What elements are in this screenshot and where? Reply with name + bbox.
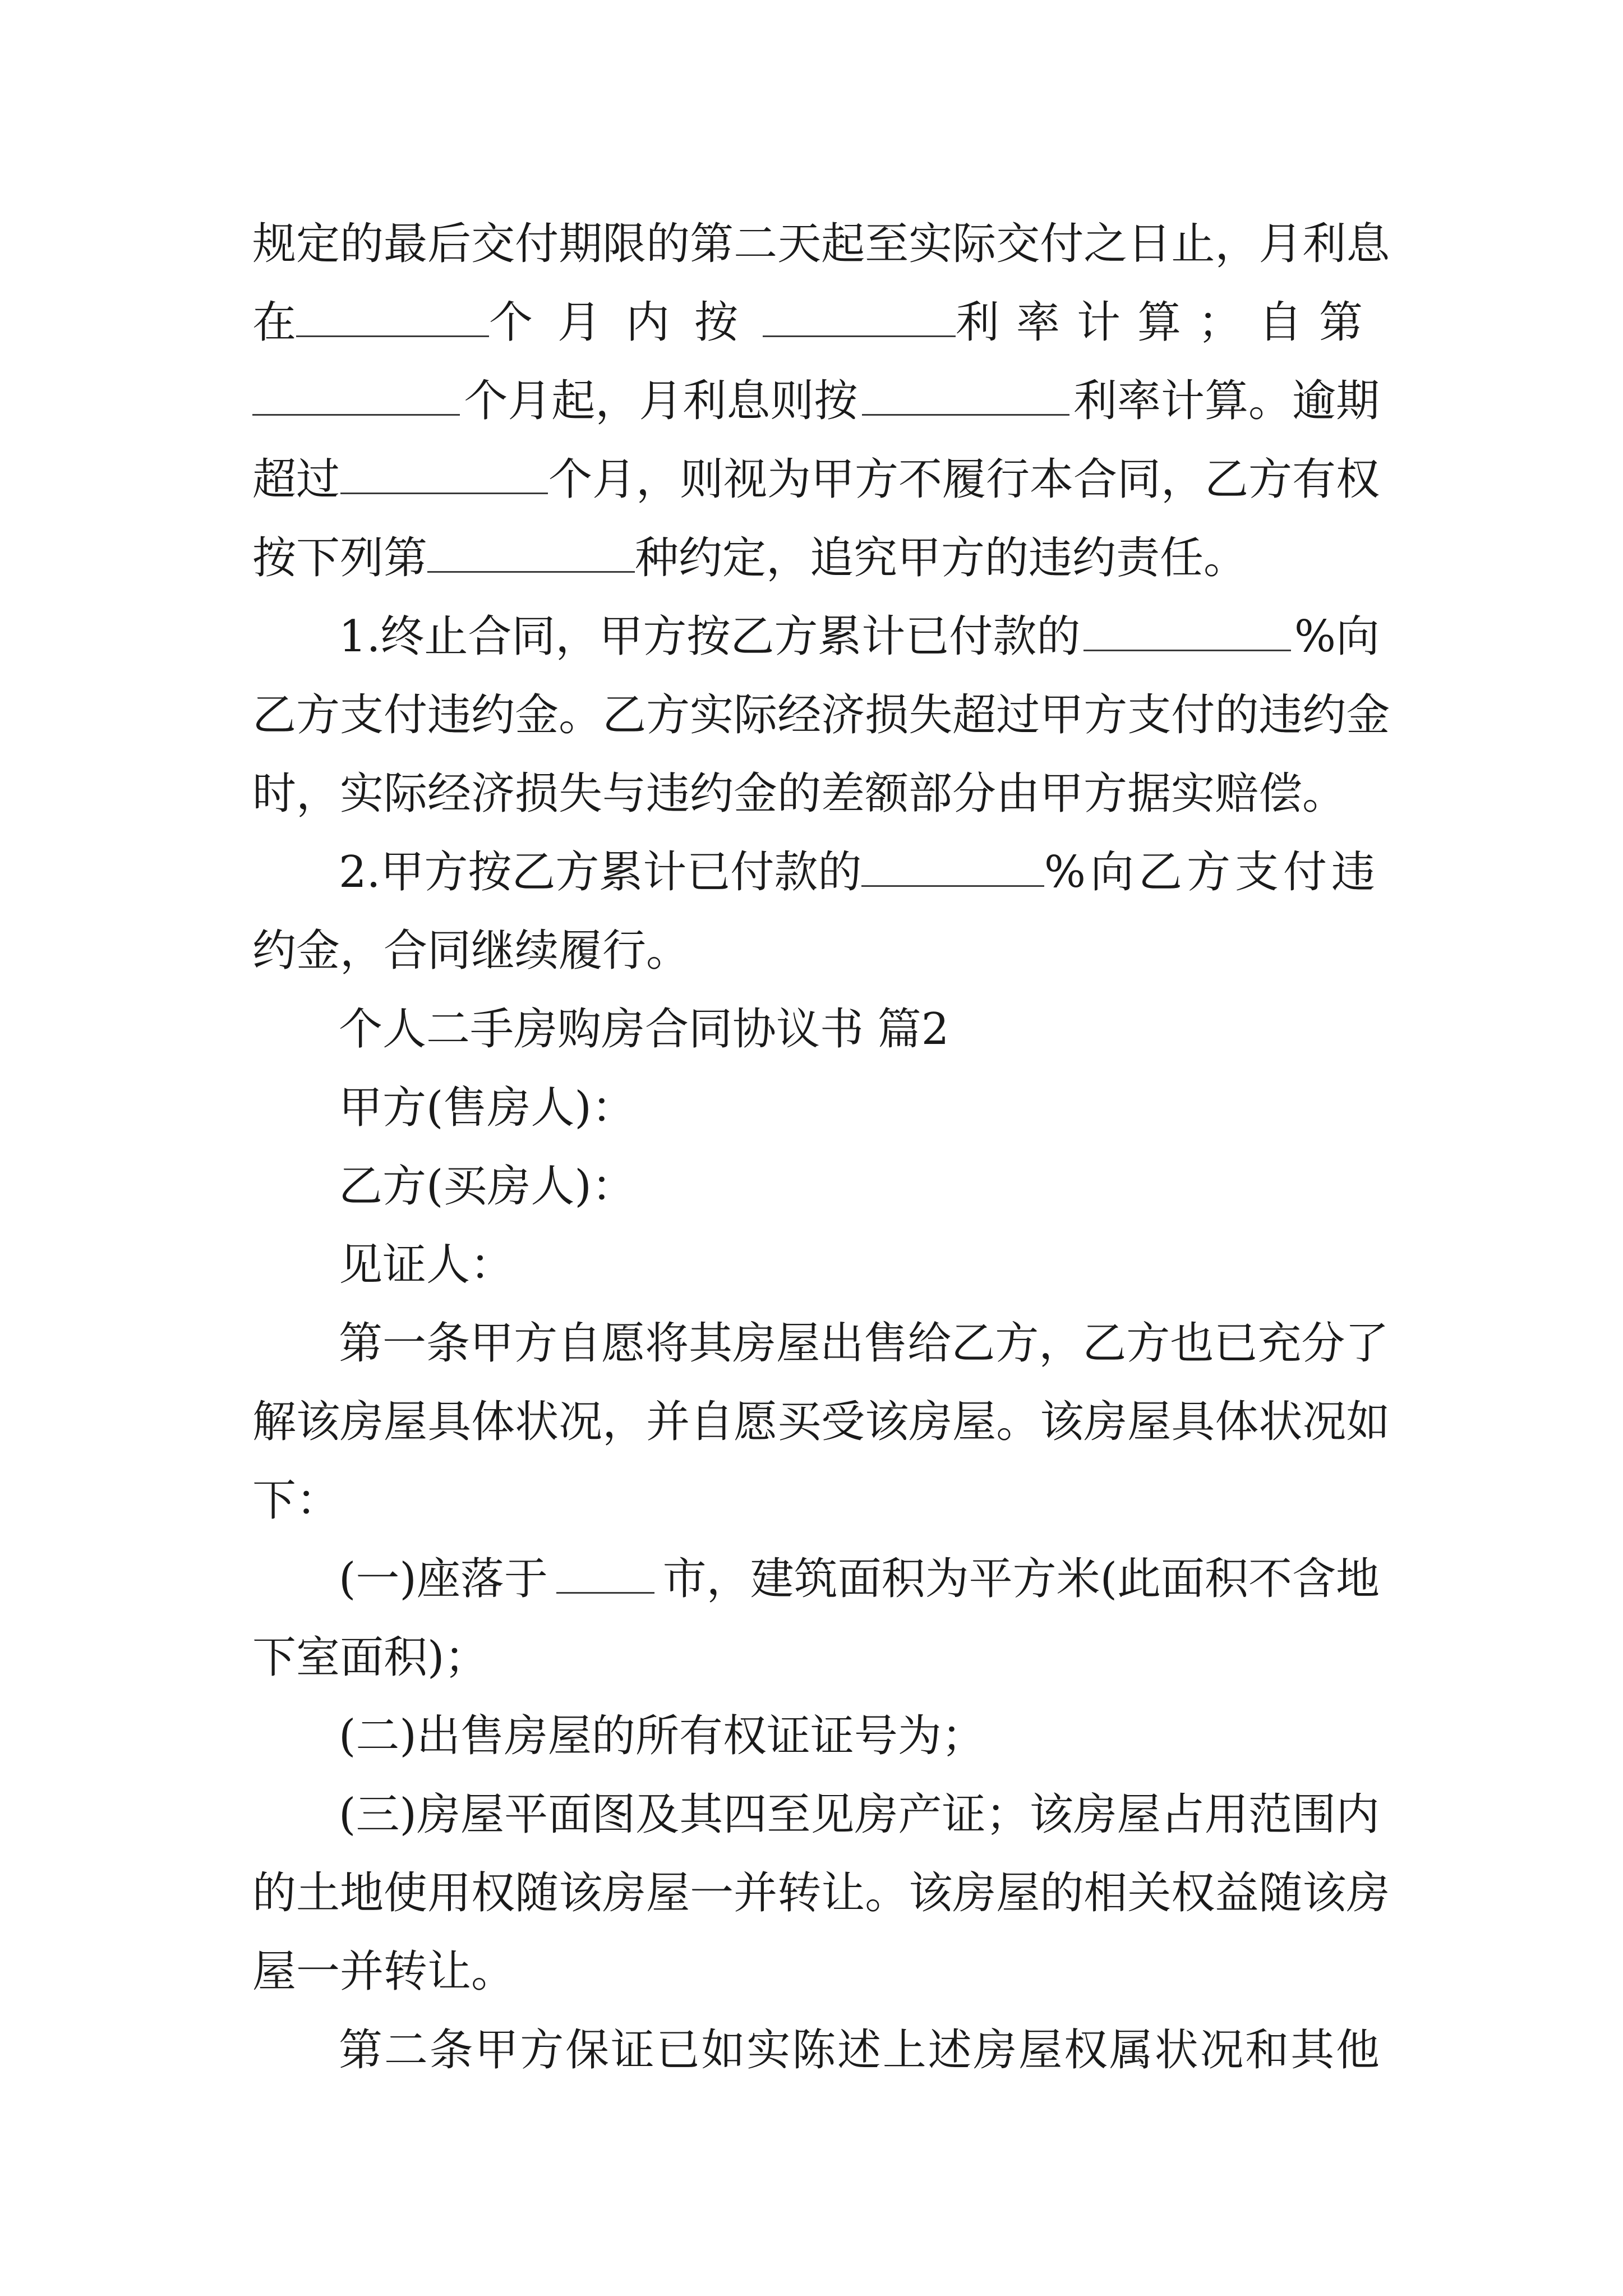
fill-in-blank — [763, 295, 956, 337]
fill-in-blank — [252, 374, 460, 416]
paragraph-line: (一)座落于 市，建筑面积为平方米(此面积不含地 — [339, 1551, 1380, 1607]
fill-in-blank — [1083, 609, 1291, 651]
paragraph-line — [339, 2022, 1380, 2078]
paragraph-line — [339, 1315, 1389, 1372]
paragraph-line: 下室面积)； — [252, 1632, 488, 1683]
paragraph-line: 2.甲方按乙方累计已付款的 %向乙方支付违 — [339, 844, 1380, 900]
section-heading: 个人二手房购房合同协议书 篇2 — [339, 1004, 949, 1055]
paragraph-line: 1.终止合同，甲方按乙方累计已付款的 %向 — [339, 609, 1380, 665]
paragraph-line: 按下列第 种约定，追究甲方的违约责任。 — [252, 530, 1380, 586]
fill-in-blank — [556, 1552, 654, 1594]
justified-text: 解 该 房 屋 具 体 状 况 ， 并 自 愿 买 受 该 房 屋 。 该 房 屋 具 体 状 况 如 — [252, 1397, 1390, 1447]
justified-text: 的 土 地 使 用 权 随 该 房 屋 一 并 转 让 。 该 房 屋 的 相 关 权 益 随 该 房 — [252, 1868, 1390, 1918]
party-seller-label: 甲方(售房人)： — [339, 1083, 635, 1133]
fill-in-blank — [296, 295, 489, 337]
paragraph-line: 约金，合同继续履行。 — [252, 926, 690, 976]
fill-in-blank — [427, 531, 635, 573]
paragraph-line — [252, 1865, 1390, 1921]
fill-in-blank — [340, 452, 548, 494]
paragraph-line: 超过 个月，则视为甲方不履行本合同，乙方有权 — [252, 452, 1380, 508]
paragraph-line: 时，实际经济损失与违约金的差额部分由甲方据实赔偿。 — [252, 769, 1347, 819]
justified-text: 第 一 条 甲 方 自 愿 将 其 房 屋 出 售 给 乙 方 ， 乙 方 也 已 充 分 了 — [339, 1318, 1389, 1369]
justified-text: ( 三 ) 房 屋 平 面 图 及 其 四 至 见 房 产 证 ； 该 房 屋 占 用 范 围 内 — [339, 1789, 1380, 1840]
fill-in-blank — [862, 374, 1069, 416]
justified-text: 乙 方 支 付 违 约 金 。 乙 方 实 际 经 济 损 失 超 过 甲 方 支 付 的 违 约 金 — [252, 690, 1390, 740]
paragraph-line: 屋一并转让。 — [252, 1947, 515, 1997]
fill-in-blank — [861, 845, 1044, 887]
paragraph-line: 下： — [252, 1475, 340, 1526]
justified-text: 规 定 的 最 后 交 付 期 限 的 第 二 天 起 至 实 际 交 付 之 日 止 ， 月 利 息 — [252, 219, 1390, 269]
justified-text: 第 二 条 甲 方 保 证 已 如 实 陈 述 上 述 房 屋 权 属 状 况 和 其 他 — [339, 2025, 1380, 2076]
paragraph-line — [252, 216, 1390, 272]
paragraph-line: (二)出售房屋的所有权证证号为； — [339, 1711, 985, 1761]
paragraph-line — [252, 1394, 1390, 1450]
paragraph-line — [252, 687, 1390, 743]
party-buyer-label: 乙方(买房人)： — [339, 1161, 635, 1212]
paragraph-line: 个月起，月利息则按 利率计算。逾期 — [252, 373, 1380, 429]
paragraph-line: 在 个月内按 利率计算；自第 — [252, 295, 1380, 351]
witness-label: 见证人： — [339, 1240, 514, 1290]
paragraph-line — [339, 1787, 1380, 1843]
